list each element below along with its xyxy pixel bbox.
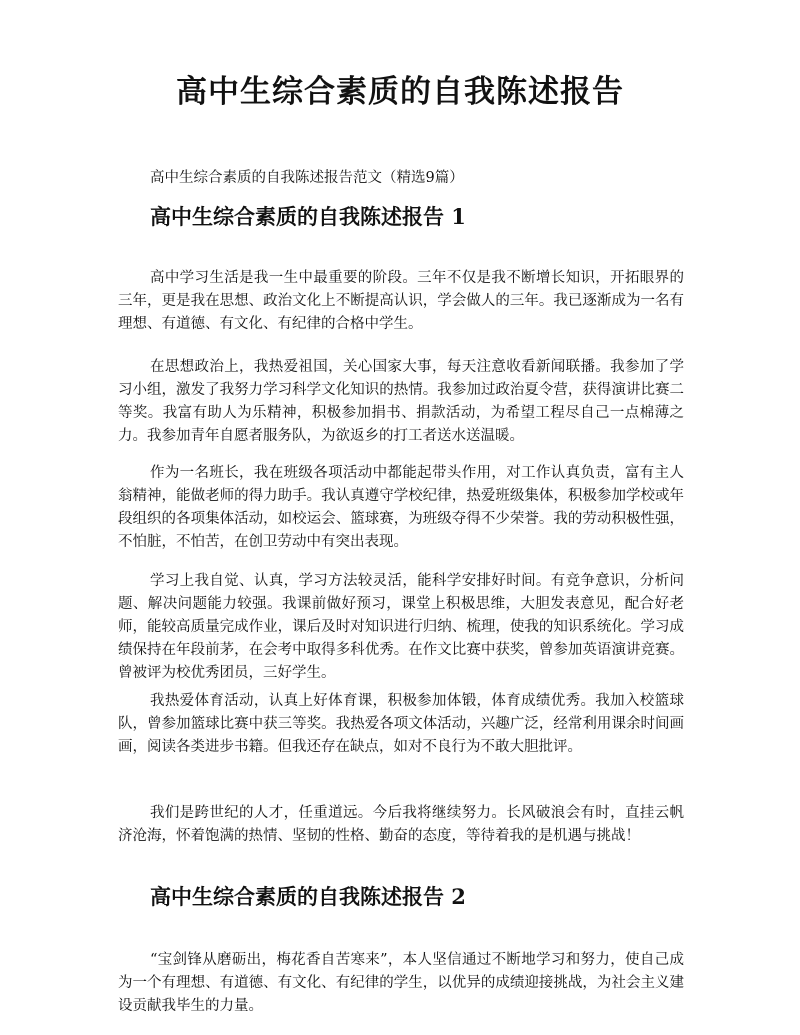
section-1-paragraph-4: 学习上我自觉、认真，学习方法较灵活，能科学安排好时间。有竞争意识，分析问题、解决问题能力较强。我课前做好预习，课堂上积极思维，大胆发表意见，配合好老师，能较高质量完成作业，课后及时对知识进行归纳、梳理，使我的知识系统化。学习成绩保持在年段前茅，在会考中取得多科优秀。在作文比赛中获奖，曾参加英语演讲竞赛。曾被评为校优秀团员，三好学生。 xyxy=(118,573,684,681)
section-1-paragraph-2: 在思想政治上，我热爱祖国，关心国家大事，每天注意收看新闻联播。我参加了学习小组，激发了我努力学习科学文化知识的热情。我参加过政治夏令营，获得演讲比赛二等奖。我富有助人为乐精神，积极参加捐书、捐款活动，为希望工程尽自己一点棉薄之力。我参加青年自愿者服务队，为欲返乡的打工者送水送温暖。 xyxy=(118,359,684,444)
document-title: 高中生综合素质的自我陈述报告 xyxy=(176,74,624,110)
section-1-paragraph-1: 高中学习生活是我一生中最重要的阶段。三年不仅是我不断增长知识，开拓眼界的三年，更是我在思想、政治文化上不断提高认识，学会做人的三年。我已逐渐成为一名有理想、有道德、有文化、有纪律的合格中学生。 xyxy=(118,270,684,332)
section-2-heading: 高中生综合素质的自我陈述报告 2 xyxy=(150,884,466,909)
section-2-paragraph-1: “宝剑锋从磨砺出，梅花香自苦寒来”，本人坚信通过不断地学习和努力，使自己成为一个有理想、有道德、有文化、有纪律的学生，以优异的成绩迎接挑战，为社会主义建设贡献我毕生的力量。 xyxy=(118,952,684,1014)
document-intro: 高中生综合素质的自我陈述报告范文（精选9篇） xyxy=(150,170,464,186)
section-1-paragraph-3: 作为一名班长，我在班级各项活动中都能起带头作用，对工作认真负责，富有主人翁精神，能做老师的得力助手。我认真遵守学校纪律，热爱班级集体，积极参加学校或年段组织的各项集体活动，如校运会、篮球赛，为班级夺得不少荣誉。我的劳动积极性强，不怕脏，不怕苦，在创卫劳动中有突出表现。 xyxy=(118,465,684,550)
section-1-heading: 高中生综合素质的自我陈述报告 1 xyxy=(150,204,466,229)
section-1-paragraph-5: 我热爱体育活动，认真上好体育课，积极参加体锻，体育成绩优秀。我加入校篮球队，曾参加篮球比赛中获三等奖。我热爱各项文体活动，兴趣广泛，经常利用课余时间画画，阅读各类进步书籍。但我还存在缺点，如对不良行为不敢大胆批评。 xyxy=(118,693,684,755)
section-1-paragraph-6: 我们是跨世纪的人才，任重道远。今后我将继续努力。长风破浪会有时，直挂云帆济沧海，怀着饱满的热情、坚韧的性格、勤奋的态度，等待着我的是机遇与挑战！ xyxy=(118,805,684,844)
